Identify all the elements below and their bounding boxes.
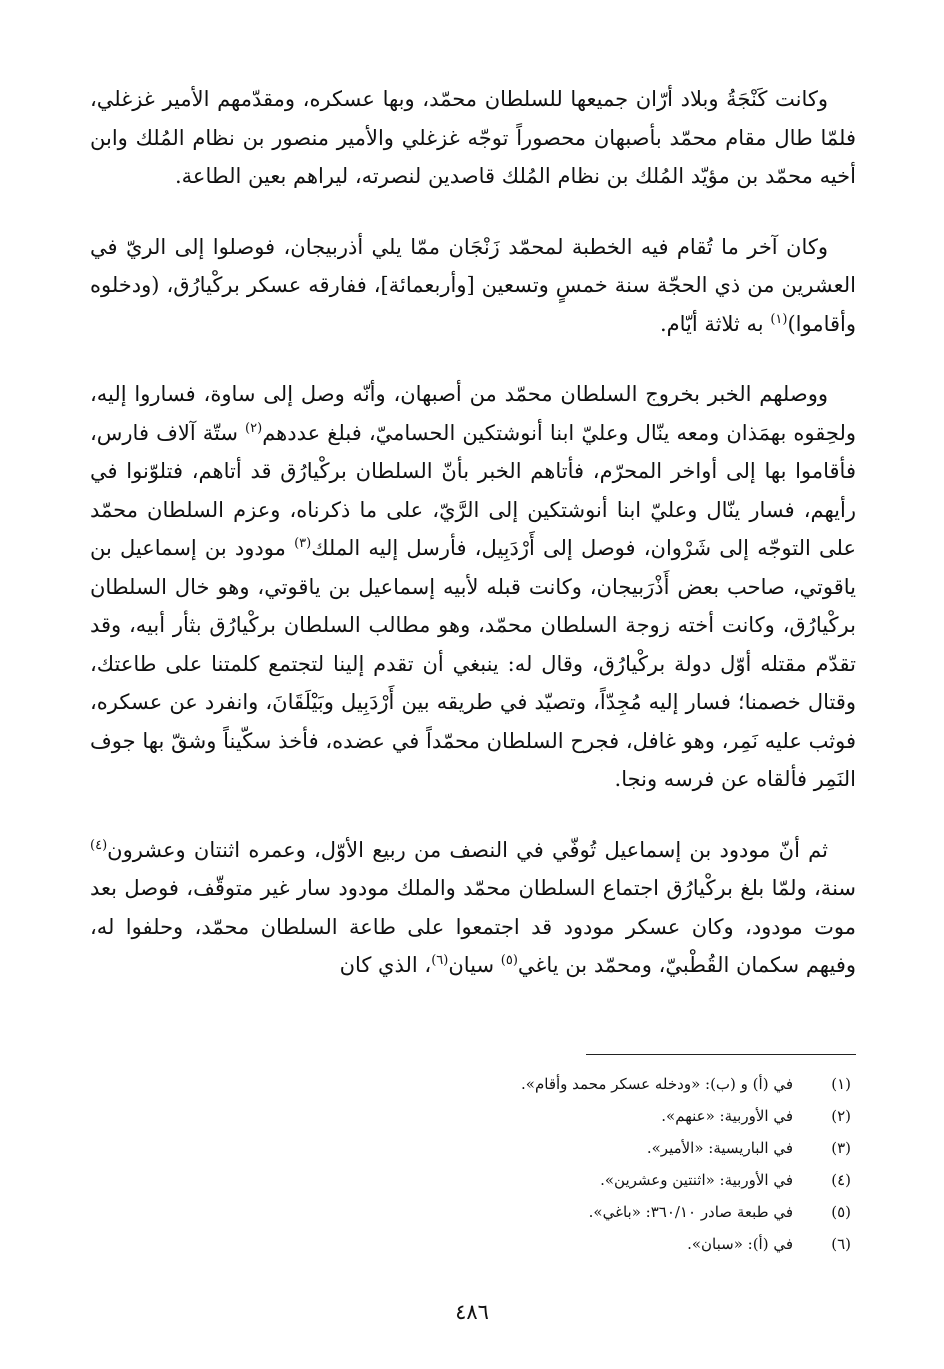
paragraph-4: ثم أنّ مودود بن إسماعيل تُوفّي في النصف من ربيع الأوّل، وعمره اثنتان وعشرون$^{(٤)}$ سنة، ولمّا بلغ بركْيارُق اجتماع السلطان محمّد والملك مودود سار غير متوقّف، فوصل بعد موت مودود، وكان عسكر مودود قد اجتمعوا على طاعة السلطان محمّد، وحلفوا له، وفيهم سكمان القُطْبيّ، ومحمّد بن ياغي$^{(٥)}$ سيان$^{(٦)}$، الذي كان <box>90 837 857 977</box>
footnote <box>151 1100 851 1132</box>
footnote <box>151 1164 851 1196</box>
footnote-text: في الأوربية: «عنهم». <box>661 1107 793 1125</box>
footnote-number: (٤) <box>831 1171 851 1189</box>
footnote <box>151 1132 851 1164</box>
main-text <box>90 80 856 1017</box>
footnote-number: (٣) <box>831 1139 851 1157</box>
footnote-number: (٦) <box>831 1235 851 1253</box>
footnote <box>151 1228 851 1260</box>
footnote-ref-3[interactable]: (٣) <box>294 536 312 551</box>
footnote-number: (٥) <box>831 1203 851 1221</box>
footnote-number: (٢) <box>831 1107 851 1125</box>
footnote <box>151 1068 851 1100</box>
footnote-text: في (أ): «سبان». <box>687 1235 793 1253</box>
footnote-ref-5[interactable]: (٥) <box>500 953 518 968</box>
footnote-text: في الباريسية: «الأمير». <box>646 1139 793 1157</box>
paragraph-2: وكان آخر ما تُقام فيه الخطبة لمحمّد زَنْجَان ممّا يلي أذربيجان، فوصلوا إلى الريّ في العشرين من ذي الحجّة سنة خمسٍ وتسعين [وأربعمائة]، ففارقه عسكر بركْيارُق، (ودخلوه وأقاموا)$^{(١)}$ به ثلاثة أيّام. <box>90 234 856 336</box>
paragraph-3: ووصلهم الخبر بخروج السلطان محمّد من أصبهان، وأنّه وصل إلى ساوة، فساروا إليه، ولحِقوه بهمَذان ومعه ينّال وعليّ ابنا أنوشتكين الحساميّ، فبلغ عددهم$^{(٢)}$ ستّة آلاف فارس، فأقاموا بها إلى أواخر المحرّم، فأتاهم الخبر بأنّ السلطان بركْيارُق قد أتاهم، فتلوّنوا في رأيهم، فسار ينّال وعليّ ابنا أنوشتكين إلى الرَّيّ، على ما ذكرناه، وعزم السلطان محمّد على التوجّه إلى شَرْوان، فوصل إلى أَرْدَبِيل، فأرسل إليه الملك$^{(٣)}$ مودود بن إسماعيل بن ياقوتي، صاحب بعض أَذْرَبيجان، وكانت قبله لأبيه إسماعيل بن ياقوتي، وهو خال السلطان بركْيارُق، وكانت أخته زوجة السلطان محمّد، وهو مطالب السلطان بركْيارُق بثأر أبيه، وقد تقدّم مقتله أوّل دولة بركْيارُق، وقال له: ينبغي أن تقدم إلينا لتجتمع كلمتنا على طاعتك، وقتال خصمنا؛ فسار إليه مُجِدّاً، وتصيّد في طريقه بين أَرْدَبِيل وبَيْلَقَانَ، وانفرد عن عسكره، فوثب عليه نَمِر، وهو غافل، فجرح السلطان محمّداً في عضده، فأخذ سكّيناً وشقّ بها جوف النَمِر فألقاه عن فرسه ونجا. <box>90 382 857 791</box>
footnote-text: في طبعة صادر ٣٦٠/١٠: «باغي». <box>588 1203 793 1221</box>
footnote-text: في (أ) و (ب): «ودخله عسكر محمد وأقام». <box>521 1075 793 1093</box>
footnote-ref-4[interactable]: (٤) <box>90 837 108 853</box>
footnote-text: في الأوربية: «اثنتين وعشرين». <box>600 1171 793 1189</box>
page-number: ٤٨٦ <box>455 1300 489 1324</box>
footnote-ref-6[interactable]: (٦) <box>431 953 449 968</box>
footnotes <box>151 1068 851 1260</box>
footnote-ref-1[interactable]: (١) <box>770 311 788 327</box>
footnote <box>151 1196 851 1228</box>
footnote-ref-2[interactable]: (٢) <box>245 420 263 436</box>
footnote-number: (١) <box>831 1075 851 1093</box>
footnote-divider <box>586 1054 856 1055</box>
paragraph-1: وكانت كَنْجَةُ وبلاد أرّان جميعها للسلطان محمّد، وبها عسكره، ومقدّمهم الأمير غزغلي، فلمّا طال مقام محمّد بأصبهان محصوراً توجّه غزغلي والأمير منصور بن نظام المُلك وابن أخيه محمّد بن مؤيّد المُلك بن نظام المُلك قاصدين لنصرته، ليراهم بعين الطاعة. <box>90 87 856 188</box>
